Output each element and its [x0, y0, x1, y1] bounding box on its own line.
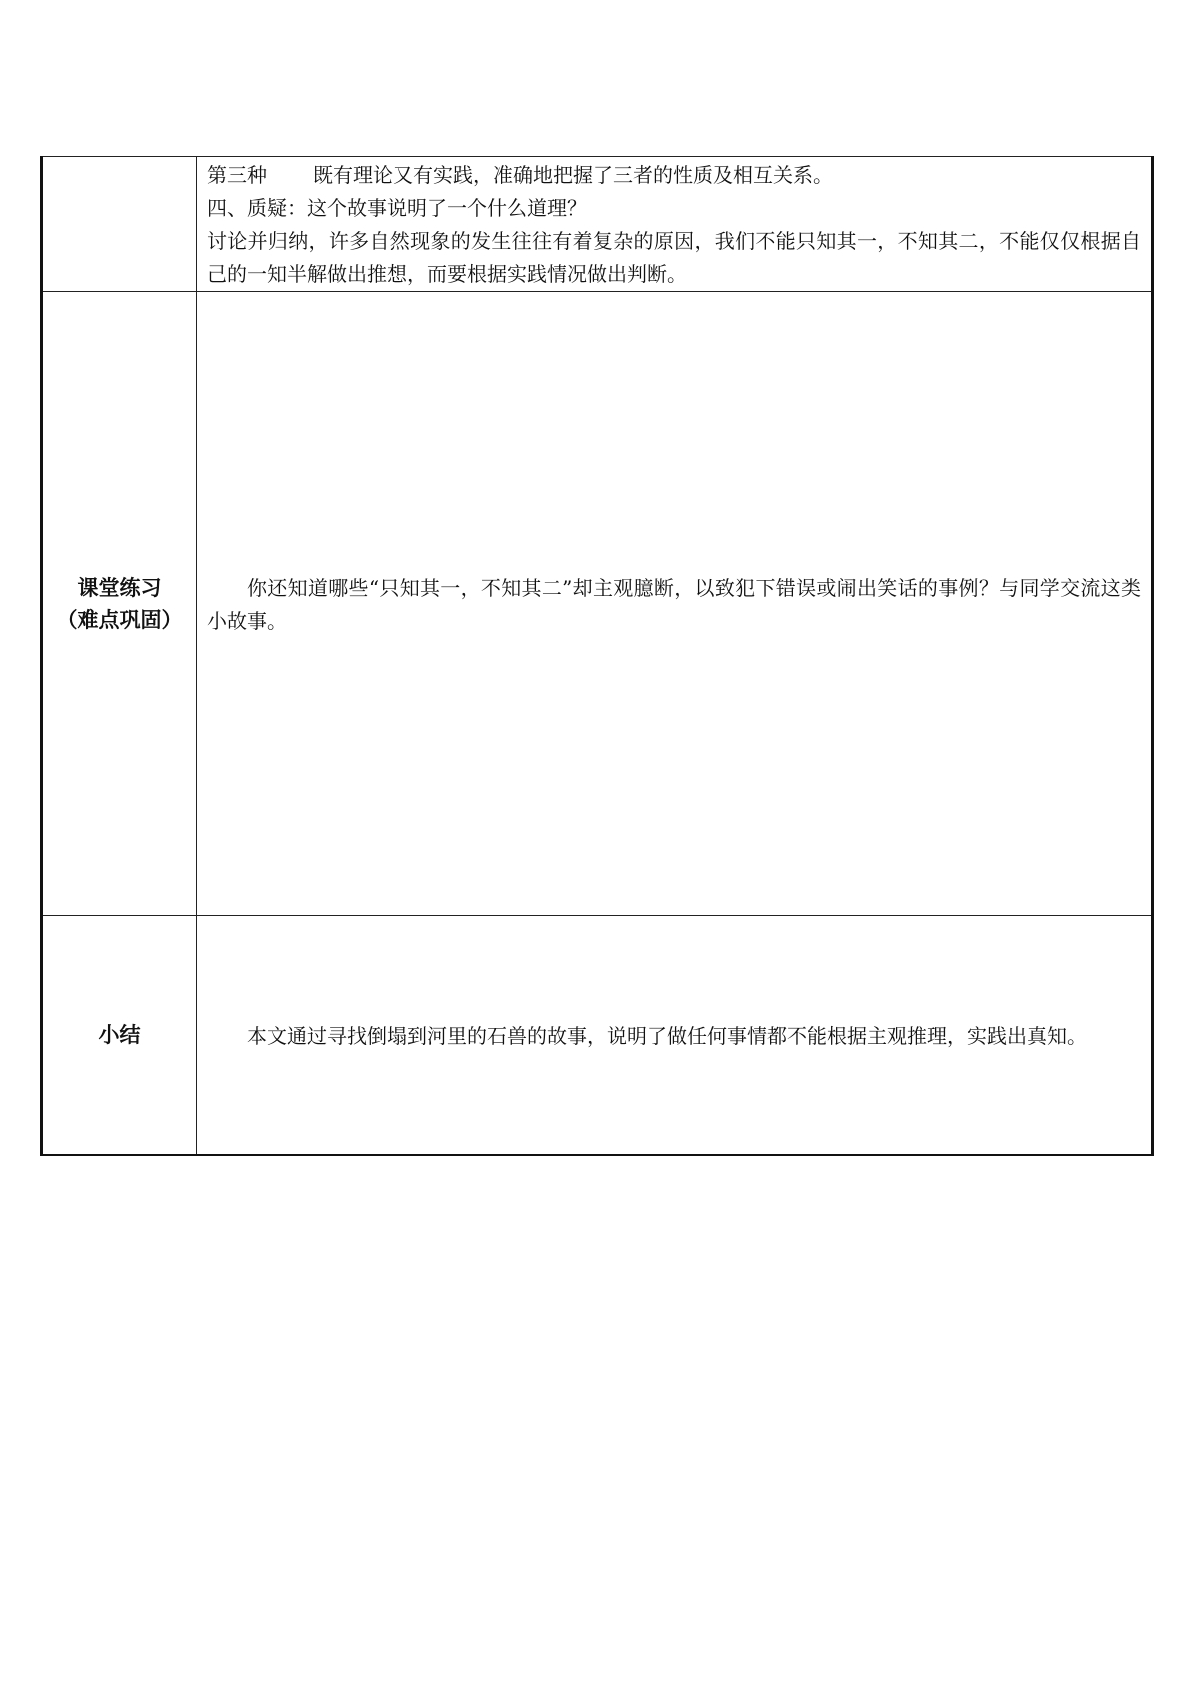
practice-text: 你还知道哪些“只知其一，不知其二”却主观臆断，以致犯下错误或闹出笑话的事例？与同学交流这类小故事。: [207, 575, 1141, 633]
content-line: [207, 159, 1141, 192]
option-text: 既有理论又有实践，准确地把握了三者的性质及相互关系。: [313, 163, 833, 187]
content-cell-practice: [197, 292, 1153, 916]
label-practice: 课堂练习: [77, 575, 162, 600]
label-cell-practice: [42, 292, 197, 916]
summary-text: 本文通过寻找倒塌到河里的石兽的故事，说明了做任何事情都不能根据主观推理，实践出真知。: [247, 1023, 1087, 1048]
table-row-practice: [42, 292, 1153, 916]
label-cell-empty: [42, 157, 197, 292]
table-row-summary: [42, 916, 1153, 1156]
lesson-plan-table: [40, 156, 1154, 1156]
content-line: 四、质疑：这个故事说明了一个什么道理？: [207, 196, 587, 220]
label-practice-sub: （难点巩固）: [56, 607, 183, 632]
content-cell-summary: [197, 916, 1153, 1156]
content-cell-process: [197, 157, 1153, 292]
label-summary: 小结: [98, 1023, 141, 1047]
table-row-process: [42, 157, 1153, 292]
content-line: 讨论并归纳，许多自然现象的发生往往有着复杂的原因，我们不能只知其一，不知其二，不能仅仅根据自己的一知半解做出推想，而要根据实践情况做出判断。: [207, 229, 1141, 286]
label-cell-summary: [42, 916, 197, 1156]
option-label: 第三种: [207, 163, 267, 187]
